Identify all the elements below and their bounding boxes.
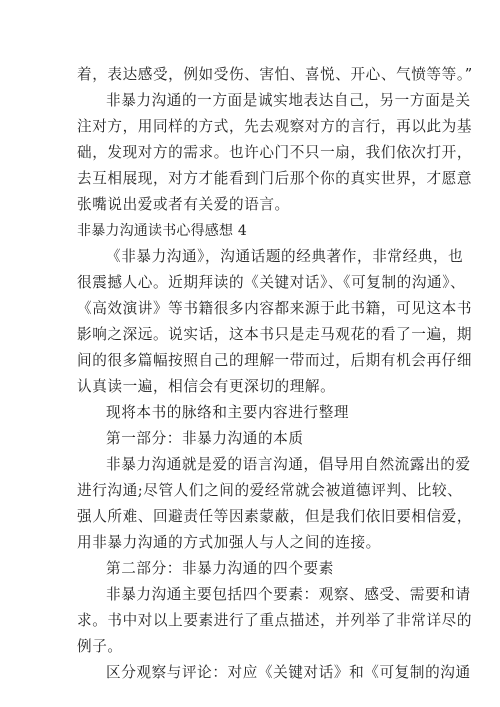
text-line: 强人所难、回避责任等因素蒙蔽，但是我们依旧要相信爱， bbox=[77, 508, 473, 525]
text-line: 着，表达感受，例如受伤、害怕、喜悦、开心、气愤等等。” bbox=[77, 66, 473, 83]
paragraph-start-line: 现将本书的脉络和主要内容进行整理 bbox=[106, 404, 350, 421]
paragraph-start-line: 非暴力沟通就是爱的语言沟通，倡导用自然流露出的爱 bbox=[106, 456, 471, 473]
paragraph-start-line: 非暴力沟通主要包括四个要素：观察、感受、需要和请 bbox=[106, 586, 471, 603]
text-line: 用非暴力沟通的方式加强人与人之间的连接。 bbox=[77, 534, 381, 551]
document-page bbox=[77, 62, 473, 686]
paragraph-start-line: 《非暴力沟通》，沟通话题的经典著作，非常经典，也 bbox=[106, 248, 464, 265]
text-line: 很震撼人心。近期拜读的《关键对话》、《可复制的沟通》、 bbox=[77, 274, 466, 291]
text-line: 去互相展现，对方才能看到门后那个你的真实世界，才愿意 bbox=[77, 170, 473, 187]
text-line: 求。书中对以上要素进行了重点描述，并列举了非常详尽的 bbox=[77, 612, 473, 629]
paragraph-start-line: 区分观察与评论：对应《关键对话》和《可复制的沟通 bbox=[106, 664, 471, 681]
part-heading: 第一部分：非暴力沟通的本质 bbox=[106, 430, 304, 447]
text-line: 张嘴说出爱或者有关爱的语言。 bbox=[77, 196, 290, 213]
text-line: 《高效演讲》等书籍很多内容都来源于此书籍，可见这本书 bbox=[77, 300, 473, 317]
text-line: 认真读一遍，相信会有更深切的理解。 bbox=[77, 378, 336, 395]
text-line: 例子。 bbox=[77, 638, 123, 655]
paragraph-start-line: 非暴力沟通的一方面是诚实地表达自己，另一方面是关 bbox=[106, 92, 471, 109]
text-line: 影响之深远。说实话，这本书只是走马观花的看了一遍，期 bbox=[77, 326, 473, 343]
section-heading: 非暴力沟通读书心得感想 4 bbox=[77, 223, 247, 239]
text-line: 进行沟通;尽管人们之间的爱经常就会被道德评判、比较、 bbox=[77, 482, 463, 499]
text-line: 注对方，用同样的方式，先去观察对方的言行，再以此为基 bbox=[77, 118, 473, 135]
text-line: 础，发现对方的需求。也许心门不只一扇，我们依次打开， bbox=[77, 144, 473, 161]
part-heading: 第二部分：非暴力沟通的四个要素 bbox=[106, 560, 334, 577]
text-line: 间的很多篇幅按照自己的理解一带而过，后期有机会再仔细 bbox=[77, 352, 473, 369]
